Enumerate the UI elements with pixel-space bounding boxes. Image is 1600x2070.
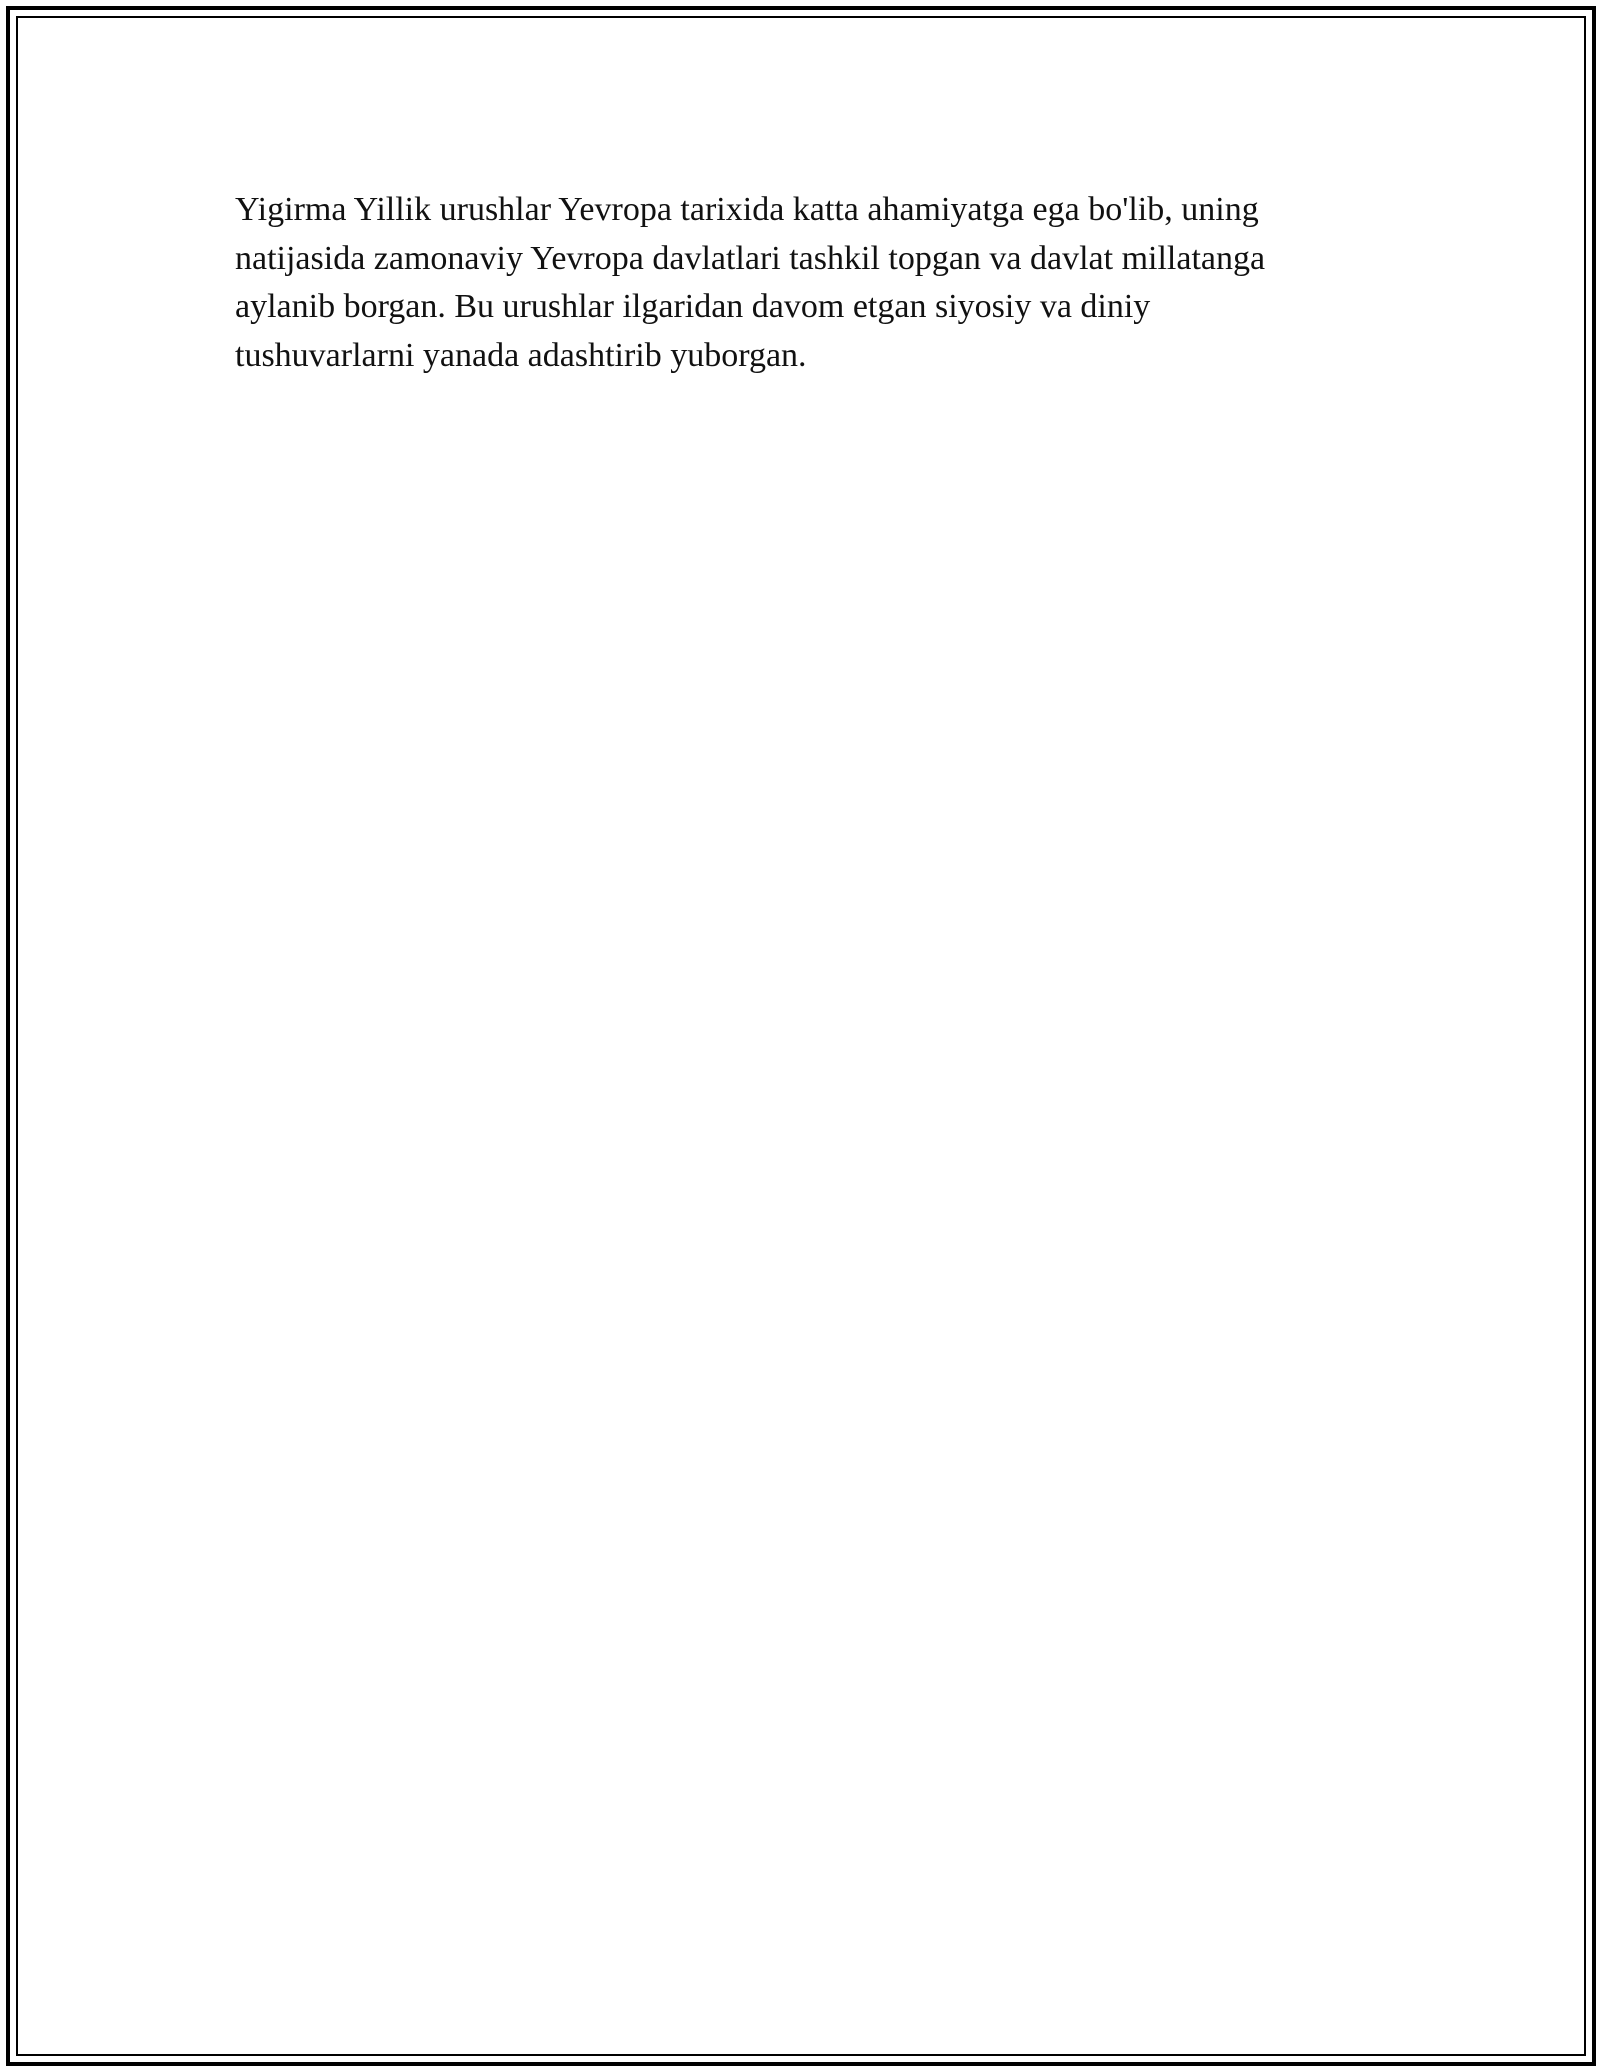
- body-paragraph: [235, 186, 1375, 380]
- body-line-2: natijasida zamonaviy Yevropa davlatlari tashkil topgan va davlat millatanga: [235, 239, 1266, 277]
- body-line-1: Yigirma Yillik urushlar Yevropa tarixida katta ahamiyatga ega bo'lib, uning: [235, 191, 1259, 228]
- body-line-4: tushuvarlarni yanada adashtirib yuborgan.: [235, 336, 807, 374]
- body-line-3: aylanib borgan. Bu urushlar ilgaridan davom etgan siyosiy va diniy: [235, 288, 1151, 325]
